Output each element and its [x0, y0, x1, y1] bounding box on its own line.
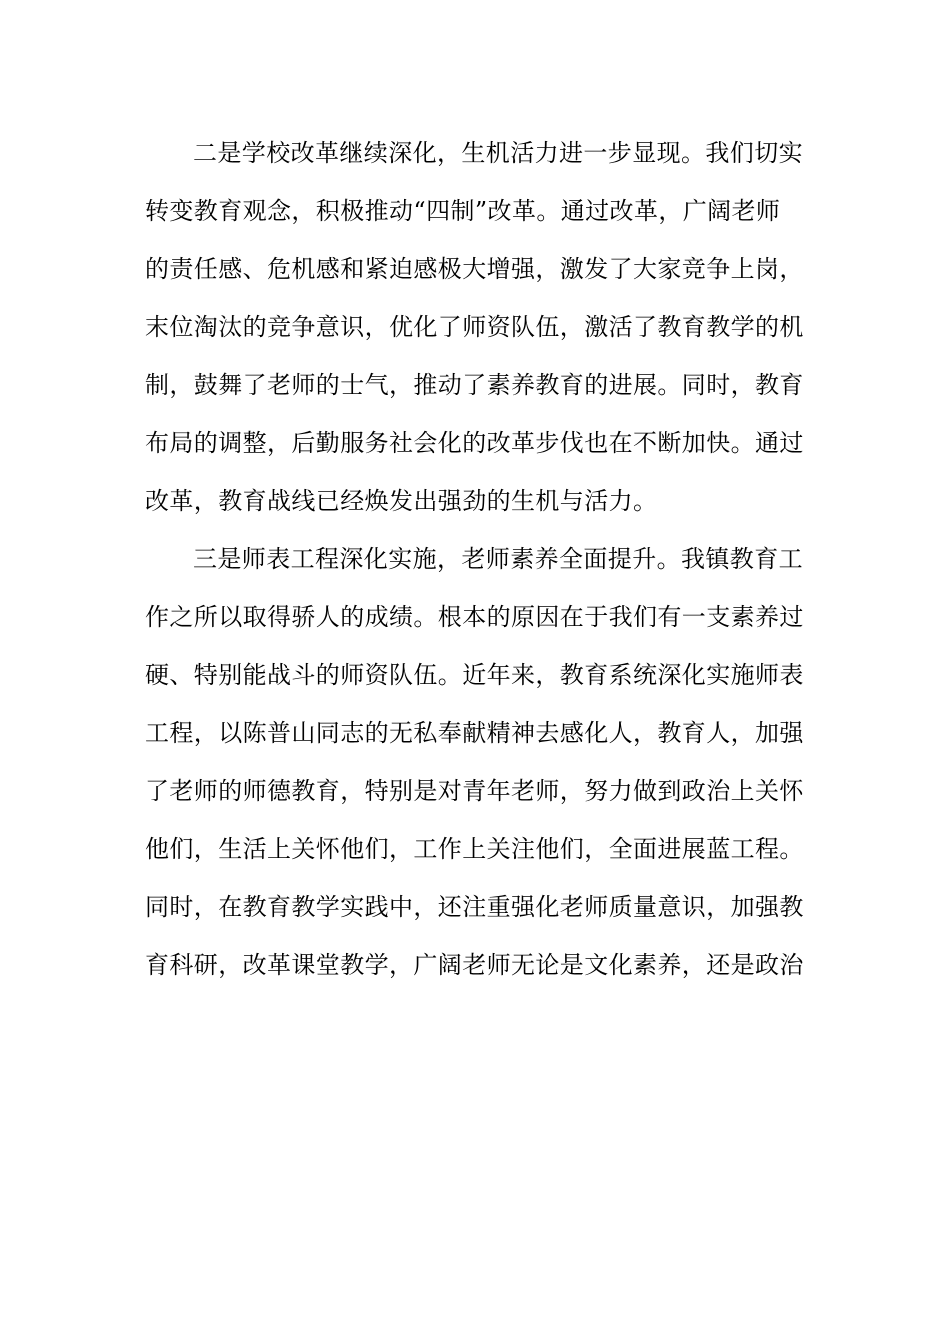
paragraph-line: 三是师表工程深化实施，老师素养全面提升。我镇教育工 [193, 545, 803, 573]
paragraph-line: 同时，在教育教学实践中，还注重强化老师质量意识，加强教 [145, 893, 804, 921]
paragraph-line: 转变教育观念，积极推动“四制”改革。通过改革，广阔老师 [145, 197, 781, 225]
paragraph-line: 他们，生活上关怀他们，工作上关注他们，全面进展蓝工程。 [145, 835, 804, 863]
paragraph-line: 工程，以陈普山同志的无私奉献精神去感化人，教育人，加强 [145, 719, 804, 747]
paragraph-line: 作之所以取得骄人的成绩。根本的原因在于我们有一支素养过 [145, 603, 804, 631]
paragraph-line: 制，鼓舞了老师的士气，推动了素养教育的进展。同时，教育 [145, 371, 804, 399]
document-body [145, 131, 810, 1001]
paragraph-line: 的责任感、危机感和紧迫感极大增强，激发了大家竞争上岗， [145, 255, 804, 283]
paragraph-line: 改革，教育战线已经焕发出强劲的生机与活力。 [145, 487, 658, 515]
paragraph-line: 二是学校改革继续深化，生机活力进一步显现。我们切实 [193, 139, 803, 167]
paragraph-line: 布局的调整，后勤服务社会化的改革步伐也在不断加快。通过 [145, 429, 804, 457]
paragraph-line: 了老师的师德教育，特别是对青年老师，努力做到政治上关怀 [145, 777, 804, 805]
paragraph-line: 育科研，改革课堂教学，广阔老师无论是文化素养，还是政治 [145, 951, 804, 979]
paragraph-line: 末位淘汰的竞争意识，优化了师资队伍，激活了教育教学的机 [145, 313, 804, 341]
paragraph-line: 硬、特别能战斗的师资队伍。近年来，教育系统深化实施师表 [145, 661, 804, 689]
